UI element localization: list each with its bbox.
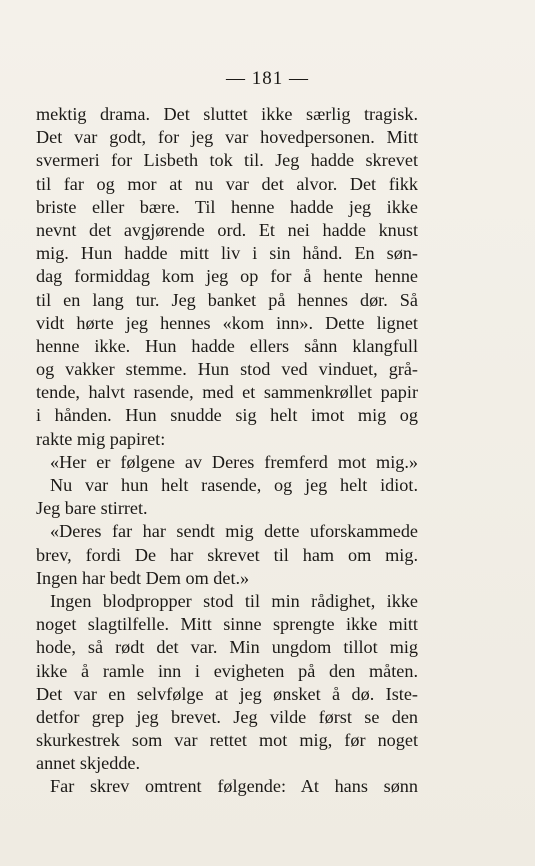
text-line: til en lang tur. Jeg banket på hennes dør. Så: [36, 289, 418, 310]
page-number: — 181 —: [226, 68, 309, 89]
text-line: annet skjedde.: [36, 753, 141, 774]
text-line: svermeri for Lisbeth tok til. Jeg hadde skrevet: [36, 150, 418, 171]
text-line: hode, så rødt det var. Min ungdom tillot mig: [36, 637, 418, 658]
text-line: Nu var hun helt rasende, og jeg helt idiot.: [50, 475, 418, 495]
text-line: vidt hørte jeg hennes «kom inn». Dette lignet: [36, 312, 418, 333]
text-line: rakte mig papiret:: [36, 428, 166, 449]
text-line: noget slagtilfelle. Mitt sinne sprengte ikke mitt: [36, 614, 418, 635]
text-line: «Her er følgene av Deres fremferd mot mig.»: [50, 451, 418, 472]
text-line: og vakker stemme. Hun stod ved vinduet, grå-: [36, 359, 418, 380]
text-line: Ingen blodpropper stod til min rådighet, ikke: [50, 590, 418, 611]
text-line: detfor grep jeg brevet. Jeg vilde først se den: [36, 706, 418, 727]
text-line: i hånden. Hun snudde sig helt imot mig og: [36, 405, 418, 426]
text-line: tende, halvt rasende, med et sammenkrøllet papir: [36, 382, 418, 403]
text-line: henne ikke. Hun hadde ellers sånn klangfull: [36, 335, 418, 356]
text-line: ikke å ramle inn i evigheten på den måten.: [36, 660, 418, 681]
text-line: brev, fordi De har skrevet til ham om mig.: [36, 544, 418, 565]
text-line: Det var en selvfølge at jeg ønsket å dø. Iste-: [36, 683, 418, 704]
text-line: skurkestrek som var rettet mot mig, før noget: [36, 730, 418, 751]
text-line: dag formiddag kom jeg op for å hente henne: [36, 266, 418, 287]
text-line: mektig drama. Det sluttet ikke særlig tragisk.: [36, 104, 418, 124]
text-line: briste eller bære. Til henne hadde jeg ikke: [36, 196, 418, 217]
text-line: nevnt det avgjørende ord. Et nei hadde knust: [36, 219, 418, 240]
text-line: Far skrev omtrent følgende: At hans sønn: [50, 776, 418, 797]
text-line: mig. Hun hadde mitt liv i sin hånd. En søn-: [36, 243, 418, 264]
text-line: til far og mor at nu var det alvor. Det fikk: [36, 173, 418, 194]
text-line: «Deres far har sendt mig dette uforskammede: [50, 521, 418, 542]
text-line: Ingen har bedt Dem om det.»: [36, 567, 250, 588]
text-line: Det var godt, for jeg var hovedpersonen. Mitt: [36, 127, 418, 148]
body-text: [36, 103, 418, 799]
text-line: Jeg bare stirret.: [36, 498, 148, 519]
